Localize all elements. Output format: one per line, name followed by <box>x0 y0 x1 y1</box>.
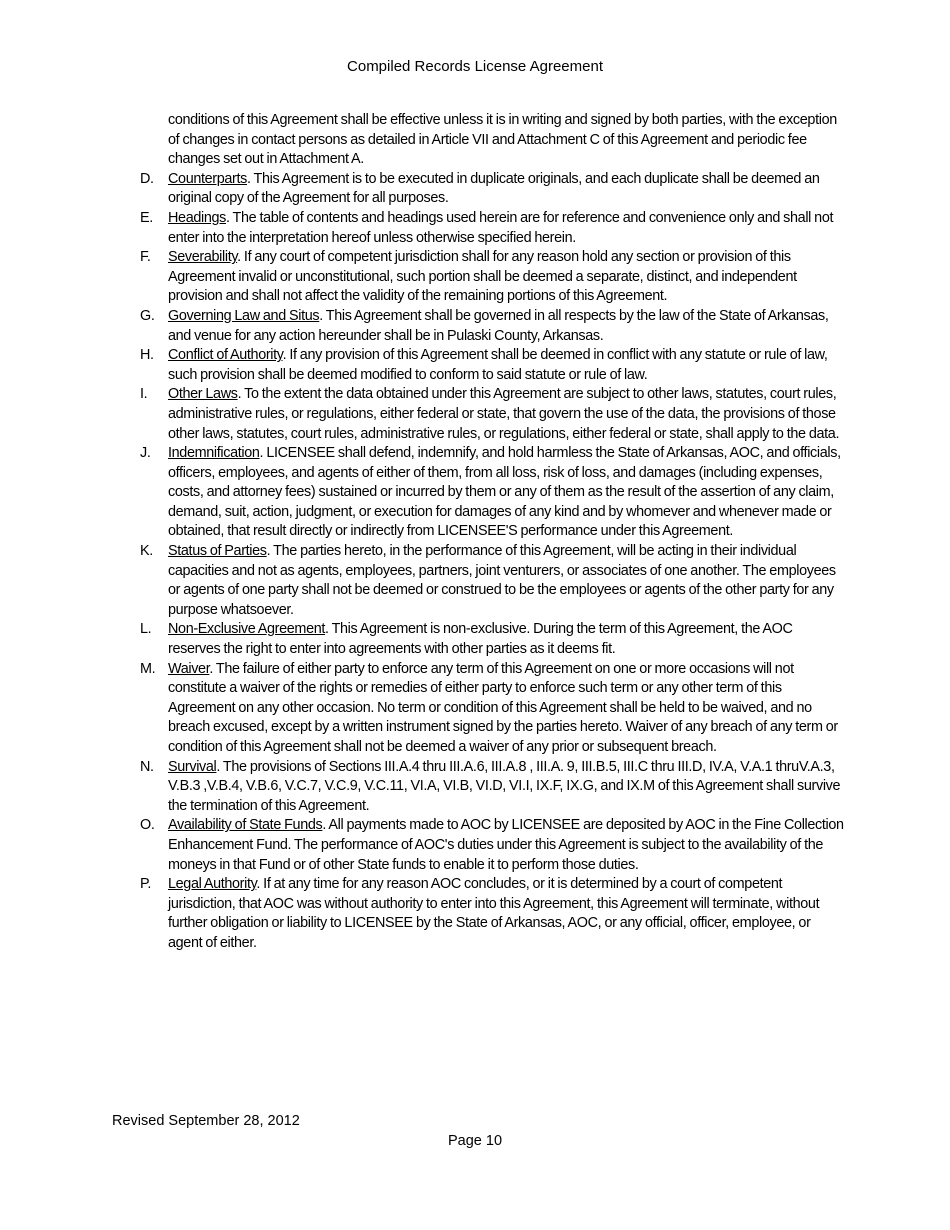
section-d-counterparts <box>140 170 845 209</box>
section-text: . If any provision of this Agreement shall be deemed in conflict with any statute or rule of law, such provision shall be deemed modified to conform to said statute or rule of law. <box>168 347 828 383</box>
section-title: Survival <box>168 758 217 775</box>
agreement-body <box>140 111 845 954</box>
section-letter: L. <box>140 621 152 638</box>
section-letter: O. <box>140 817 155 834</box>
section-l-non-exclusive <box>140 620 845 659</box>
section-o-state-funds <box>140 816 845 875</box>
section-text: . The parties hereto, in the performance of this Agreement, will be acting in their individual capacities and not as agents, employees, partners, joint venturers, or associates of one another. The employees or agents of one party shall not be deemed or construed to be the employees or agents of the other party for any purpose whatsoever. <box>168 543 836 618</box>
section-text: . To the extent the data obtained under this Agreement are subject to other laws, statutes, court rules, administrative rules, or regulations, either federal or state, that govern the use of the data, the provisions of those other laws, statutes, court rules, administrative rules, or regulations, either federal or state, shall apply to the data. <box>168 386 840 442</box>
section-letter: G. <box>140 307 155 324</box>
footer-page-number: Page 10 <box>447 1133 503 1149</box>
section-h-conflict-of-authority <box>140 346 845 385</box>
section-i-other-laws <box>140 385 845 444</box>
section-title: Non-Exclusive Agreement <box>168 621 326 638</box>
section-title: Counterparts <box>168 170 247 187</box>
section-text: . All payments made to AOC by LICENSEE are deposited by AOC in the Fine Collection Enhancement Fund. The performance of AOC's duties under this Agreement is subject to the availability of the moneys in that Fund or of other State funds to enable it to perform those duties. <box>168 817 844 873</box>
continuation-paragraph: conditions of this Agreement shall be effective unless it is in writing and signed by both parties, with the exception of changes in contact persons as detailed in Article VII and Attachment C of this Agreement and periodic fee changes set out in Attachment A. <box>168 112 837 168</box>
section-letter: P. <box>140 876 152 893</box>
section-title: Conflict of Authority <box>168 347 283 364</box>
section-title: Indemnification <box>168 445 260 462</box>
section-title: Headings <box>168 209 227 226</box>
section-letter: H. <box>140 347 154 364</box>
section-text: . If at any time for any reason AOC concludes, or it is determined by a court of competent jurisdiction, that AOC was without authority to enter into this Agreement, this Agreement will terminate, without further obligation or liability to LICENSEE by the State of Arkansas, AOC, or any official, officer, employee, or agent of either. <box>168 876 820 951</box>
section-letter: E. <box>140 209 153 226</box>
page-header-title: Compiled Records License Agreement <box>347 58 603 75</box>
section-n-survival <box>140 758 845 817</box>
section-text: . The table of contents and headings used herein are for reference and convenience only and shall not enter into the interpretation hereof unless otherwise specified herein. <box>168 209 834 246</box>
section-f-severability <box>140 248 845 307</box>
section-letter: F. <box>140 249 151 266</box>
section-e-headings <box>140 209 845 248</box>
section-m-waiver <box>140 660 845 758</box>
section-text: . LICENSEE shall defend, indemnify, and hold harmless the State of Arkansas, AOC, and officials, officers, employees, and agents of either of them, from all loss, risk of loss, and damages (including expenses, costs, and attorney fees) sustained or incurred by them or any of them as the result of the assertion of any claim, demand, suit, action, judgment, or execution for damages of any kind and by whomever and whenever made or obtained, that result directly or indirectly from LICENSEE'S performance under this Agreement. <box>168 445 841 540</box>
section-text: . If any court of competent jurisdiction shall for any reason hold any section or provision of this Agreement invalid or unconstitutional, such portion shall be deemed a separate, distinct, and independent provision and shall not affect the validity of the remaining portions of this Agreement. <box>168 249 797 305</box>
section-letter: I. <box>140 386 148 403</box>
section-text: . The provisions of Sections III.A.4 thru III.A.6, III.A.8 , III.A. 9, III.B.5, III.C thru III.D, IV.A, V.A.1 thruV.A.3, V.B.3 ,V.B.4, V.B.6, V.C.7, V.C.9, V.C.11, VI.A, VI.B, VI.D, VI.I, IX.F, IX.G, and IX.M of this Agreement shall survive the termination of this Agreement. <box>168 758 841 814</box>
footer-revised-date: Revised September 28, 2012 <box>112 1113 300 1129</box>
section-k-status-of-parties <box>140 542 845 620</box>
section-text: . This Agreement is non-exclusive. During the term of this Agreement, the AOC reserves the right to enter into agreements with other parties as it deems fit. <box>168 621 793 658</box>
section-text: . The failure of either party to enforce any term of this Agreement on one or more occasions will not constitute a waiver of the rights or remedies of either party to enforce such term or any other term of this Agreement on any other occasion. No term or condition of this Agreement shall be held to be waived, and no breach excused, except by a written instrument signed by the parties hereto. Waiver of any breach of any term or condition of this Agreement shall not be deemed a waiver of any prior or subsequent breach. <box>168 660 838 755</box>
section-text: . This Agreement is to be executed in duplicate originals, and each duplicate shall be deemed an original copy of the Agreement for all purposes. <box>168 170 820 207</box>
section-p-legal-authority <box>140 875 845 953</box>
section-g-governing-law <box>140 307 845 346</box>
section-j-indemnification <box>140 444 845 542</box>
section-title: Waiver <box>168 660 210 677</box>
section-letter: N. <box>140 758 154 775</box>
section-letter: D. <box>140 170 154 187</box>
section-letter: K. <box>140 543 153 560</box>
section-title: Governing Law and Situs <box>168 307 320 324</box>
section-letter: M. <box>140 660 156 677</box>
section-title: Severability <box>168 249 238 266</box>
section-letter: J. <box>140 445 151 462</box>
section-title: Status of Parties <box>168 543 267 560</box>
section-title: Legal Authority <box>168 876 257 893</box>
section-title: Other Laws <box>168 386 238 403</box>
section-text: . This Agreement shall be governed in all respects by the law of the State of Arkansas, and venue for any action hereunder shall be in Pulaski County, Arkansas. <box>168 307 829 344</box>
section-title: Availability of State Funds <box>168 817 323 834</box>
